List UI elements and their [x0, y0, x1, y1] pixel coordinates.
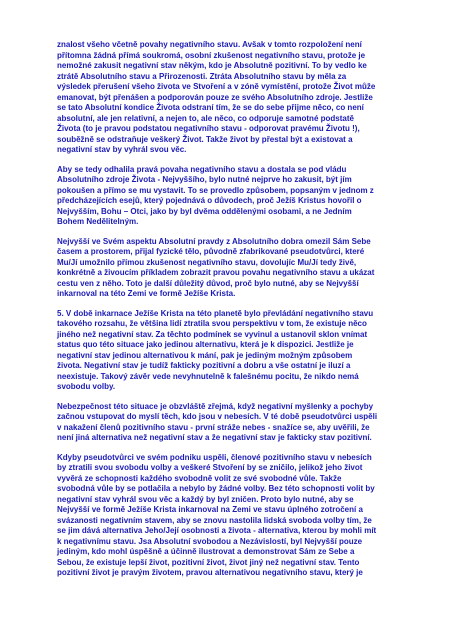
- paragraph-1: znalost všeho včetně povahy negativního stavu. Avšak v tomto rozpoložení není přítomna žádná přímá soukromá, osobní zkušenost negativního stavu, protože je nemožné zakusit negativní stav někým, kdo je Absolutně pozitivní. To by vedlo ke ztrátě Absolutního stavu a Přirozenosti. Ztráta Absolutního stavu by měla za výsledek přerušení všeho života ve Stvoření a v zóně vymístění, protože Život může emanovat, být přenášen a podporován pouze ze svého Absolutního zdroje. Jestliže se tato Absolutní kondice Života odstraní tím, že se do sebe přijme něco, co není absolutní, ale jen relativní, a nejen to, ale něco, co odporuje samotné podstatě Života (to je pravou podstatou negativního stavu - odporovat pravému Životu !), souběžně se odstraňuje veškerý Život. Takže život by přestal být a existovat a negativní stav by vyhrál svou věc.: [57, 40, 376, 154]
- paragraph-3: Nejvyšší ve Svém aspektu Absolutní pravdy z Absolutního dobra omezil Sám Sebe časem a prostorem, přijal fyzické tělo, původně zfabrikované pseudotvůrci, které Mu/Jí umožnilo přímou zkušenost negativního stavu, dovolujíc Mu/Jí tedy živě, konkrétně a živoucím příkladem zobrazit pravou povahu negativního stavu a ukázat cestu ven z něho. Toto je další důležitý důvod, proč bylo nutné, aby se Nejvyšší inkarnoval na této Zemi ve formě Ježíše Krista.: [57, 236, 375, 298]
- paragraph-6: Kdyby pseudotvůrci ve svém podniku uspěli, členové pozitivního stavu v nebesích by ztratili svou svobodu volby a veškeré Stvoření by se zničilo, jelikož jeho život vyvěrá ze schopnosti každého svobodně volit ze své svobodné vůle. Takže svobodná vůle by se potlačila a nebylo by žádné volby. Bez této schopnosti volit by negativní stav vyhrál svou věc a každý by byl zničen. Proto bylo nutné, aby se Nejvyšší ve formě Ježíše Krista inkarnoval na Zemi ve stavu úplného zotročení a svázanosti negativním stavem, aby se znovu nastolila lidská svoboda volby tím, že se jim dává alternativa Jeho/Její osobnosti a života - alternativa, kterou by mohli mít k negativnímu stavu. Jsa Absolutní svobodou a Nezávislostí, byl Nejvyšší pouze jediným, kdo mohl úspěšně a účinně ilustrovat a demonstrovat Sám ze Sebe a Sebou, že existuje lepší život, pozitivní život, život jiný než negativní stav. Tento pozitivní život je pravým životem, pravou alternativou negativního stavu, který je: [57, 452, 377, 577]
- paragraph-5: Nebezpečnost této situace je obzvláště zřejmá, když negativní myšlenky a pochyby začnou vstupovat do myslí těch, kdo jsou v nebesích. V té době pseudotvůrci uspěli v nakažení členů pozitivního stavu - první stráže nebes - snažíce se, aby uvěřili, že není jiná alternativa než negativní stav a že negativní stav je fakticky stav pozitivní.: [57, 401, 378, 442]
- paragraph-4: 5. V době inkarnace Ježíše Krista na této planetě bylo převládání negativního stavu takového rozsahu, že většina lidí ztratila svou perspektivu v tom, že existuje něco jiného než negativní stav. Za těchto podmínek se vyvinul a ustanovil sklon vnímat status quo této situace jako jedinou alternativu, která je k dispozici. Jestliže je negativní stav jedinou alternativou k mání, pak je jediným možným způsobem života. Negativní stav je tudíž fakticky pozitivní a dobru a vše ostatní je iluzí a neexistuje. Takový závěr vede nevyhnutelně k falešnému pocitu, že nikdo nemá svobodu volby.: [57, 308, 374, 391]
- paragraph-2: Aby se tedy odhalila pravá povaha negativního stavu a dostala se pod vládu Absolutního zdroje Života - Nejvyššího, bylo nutné nejprve ho zakusit, být jím pokoušen a přímo se mu vystavit. To se provedlo způsobem, popsaným v jednom z předcházejících esejů, který pojednává o důvodech, proč Ježíš Kristus hovořil o Nejvyšším, Bohu – Otci, jako by byl dvěma oddělenými osobami, a ne Jedním Bohem Nedělitelným.: [57, 164, 374, 226]
